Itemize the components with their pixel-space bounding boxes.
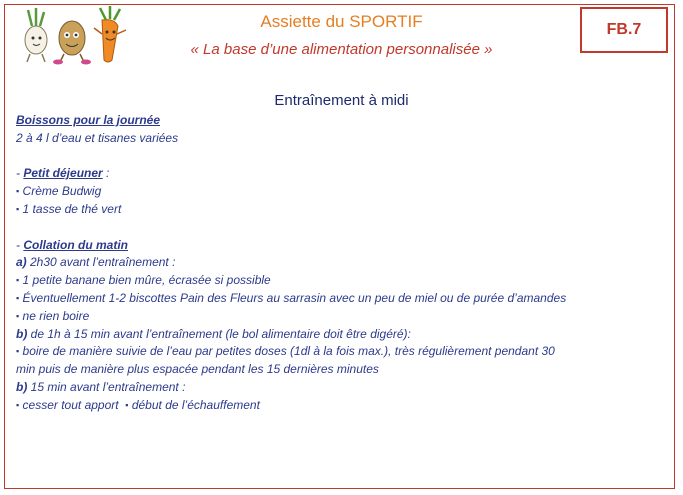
boissons-title: Boissons pour la journée: [16, 113, 161, 127]
collation-b2-heading: b) 15 min avant l’entraînement :: [16, 379, 186, 394]
bullet-icon: ▪: [16, 292, 20, 303]
list-item: ▪ 1 tasse de thé vert: [16, 201, 122, 216]
list-item-continuation: min puis de manière plus espacée pendant les 15 dernières minutes: [16, 362, 379, 377]
bullet-icon: ▪: [16, 275, 20, 286]
document-subtitle: « La base d’une alimentation personnalisée »: [190, 41, 493, 58]
bullet-icon: ▪: [125, 399, 129, 410]
collation-a-heading: a) 2h30 avant l’entraînement :: [16, 255, 176, 270]
document-title: Assiette du SPORTIF: [260, 12, 423, 31]
petit-dejeuner-heading: - Petit déjeuner :: [16, 166, 110, 181]
list-item: ▪ Crème Budwig: [16, 184, 102, 199]
bullet-icon: ▪: [16, 186, 20, 197]
bullet-icon: ▪: [16, 203, 20, 214]
list-item: ▪ cesser tout apport ▪ début de l’échauffement: [16, 397, 260, 412]
bullet-icon: ▪: [16, 310, 20, 321]
collation-heading: - Collation du matin: [16, 237, 129, 252]
list-item: ▪ boire de manière suivie de l’eau par petites doses (1dl à la fois max.), très régulièrement pendant 30: [16, 344, 555, 359]
list-item: ▪ 1 petite banane bien mûre, écrasée si possible: [16, 273, 271, 288]
list-item: ▪ Éventuellement 1-2 biscottes Pain des Fleurs au sarrasin avec un peu de miel ou de purée d’amandes: [16, 290, 567, 305]
boissons-text: 2 à 4 l d’eau et tisanes variées: [16, 130, 179, 145]
meal-plan-content: [16, 112, 666, 415]
list-item: ▪ ne rien boire: [16, 308, 90, 323]
section-heading: Entraînement à midi: [274, 92, 409, 109]
document-code-badge: FB.7: [580, 7, 668, 53]
bullet-icon: ▪: [16, 346, 20, 357]
bullet-icon: ▪: [16, 399, 20, 410]
collation-b1-heading: b) de 1h à 15 min avant l’entraînement (le bol alimentaire doit être digéré):: [16, 326, 411, 341]
